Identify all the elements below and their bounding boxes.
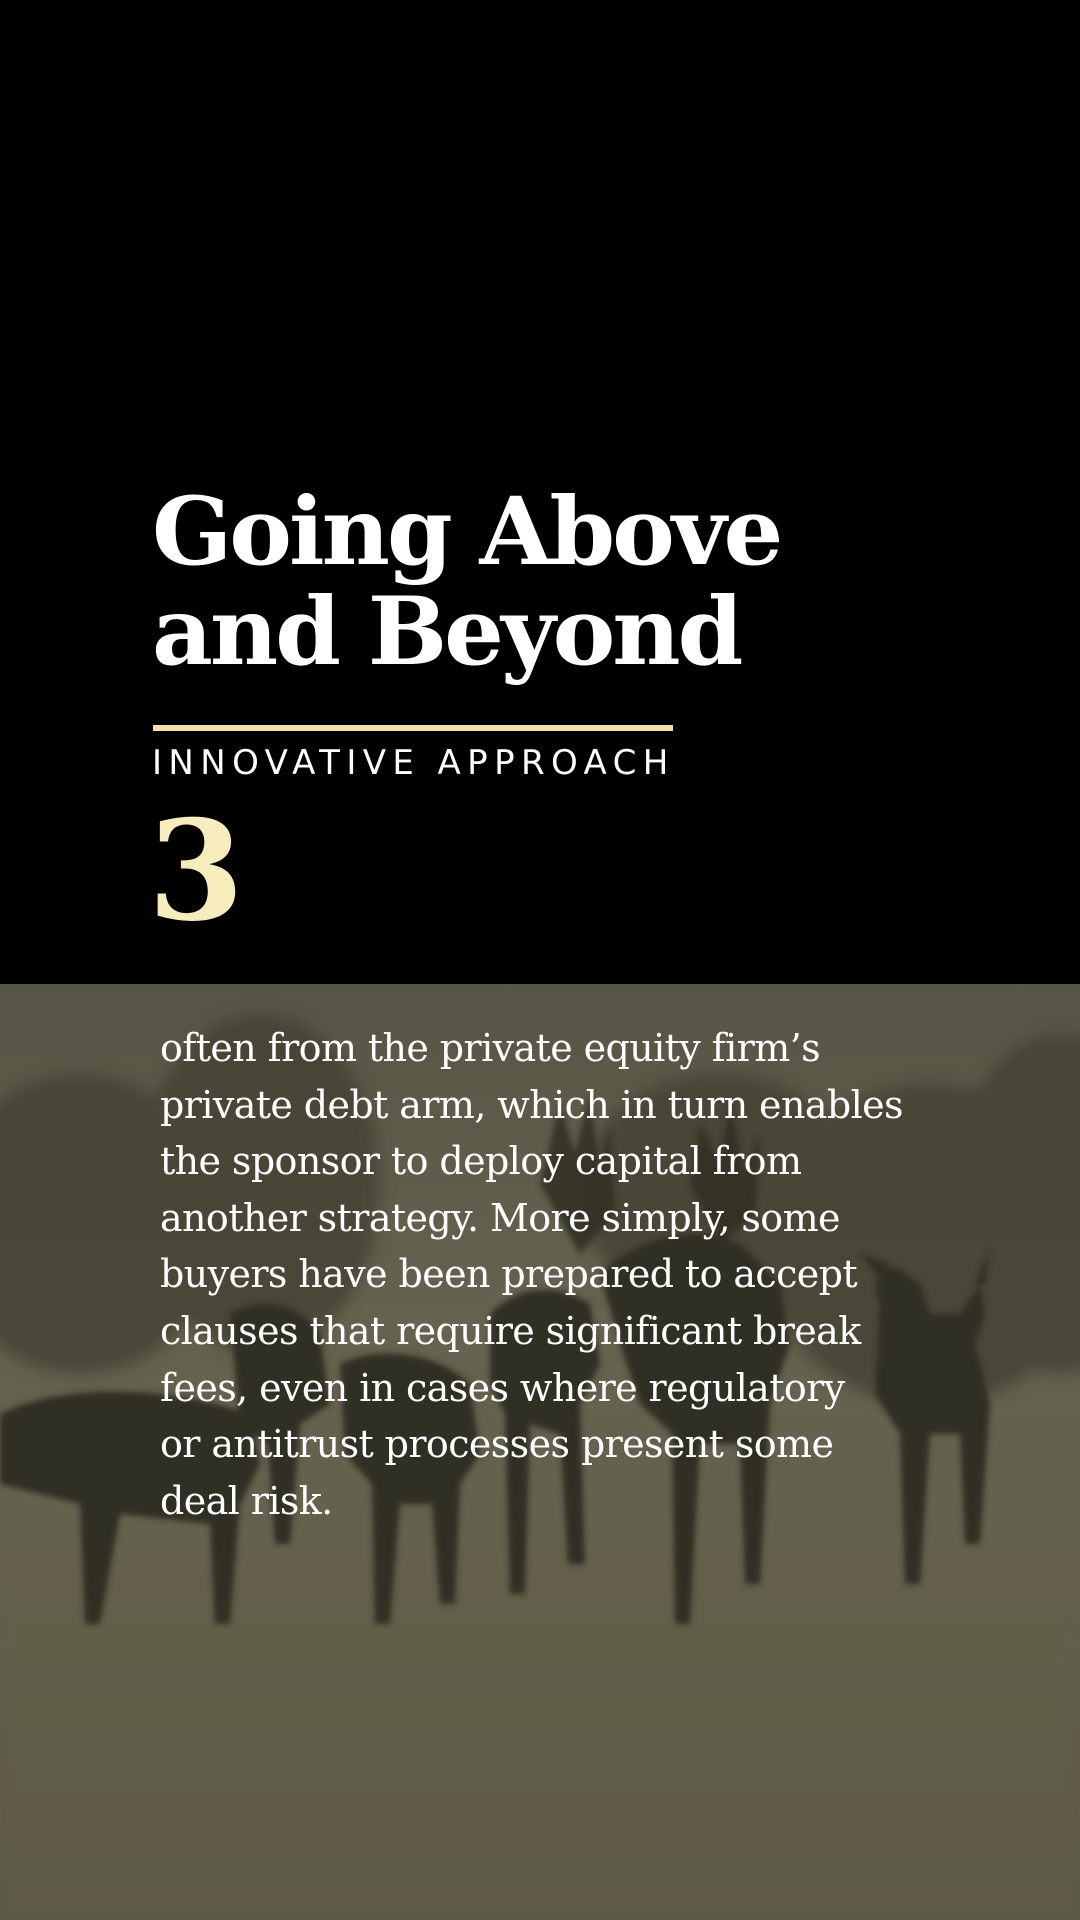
- article-line: private debt arm, which in turn enables: [160, 1082, 903, 1127]
- section-kicker: INNOVATIVE APPROACH: [152, 743, 675, 783]
- article-line: or antitrust processes present some: [160, 1422, 834, 1467]
- article-paragraph: [160, 1020, 920, 1529]
- article-line: clauses that require significant break: [160, 1308, 861, 1353]
- accent-divider: [153, 725, 673, 731]
- article-line: often from the private equity firm’s: [160, 1026, 821, 1070]
- section-number: 3: [148, 789, 245, 952]
- title-line-2: and Beyond: [152, 577, 741, 687]
- article-line: deal risk.: [160, 1478, 333, 1523]
- article-line: buyers have been prepared to accept: [160, 1252, 858, 1297]
- article-line: the sponsor to deploy capital from: [160, 1139, 802, 1184]
- article-line: another strategy. More simply, some: [160, 1195, 840, 1240]
- title-line-1: Going Above: [152, 477, 781, 587]
- page-title: [152, 477, 781, 687]
- article-line: fees, even in cases where regulatory: [160, 1365, 845, 1410]
